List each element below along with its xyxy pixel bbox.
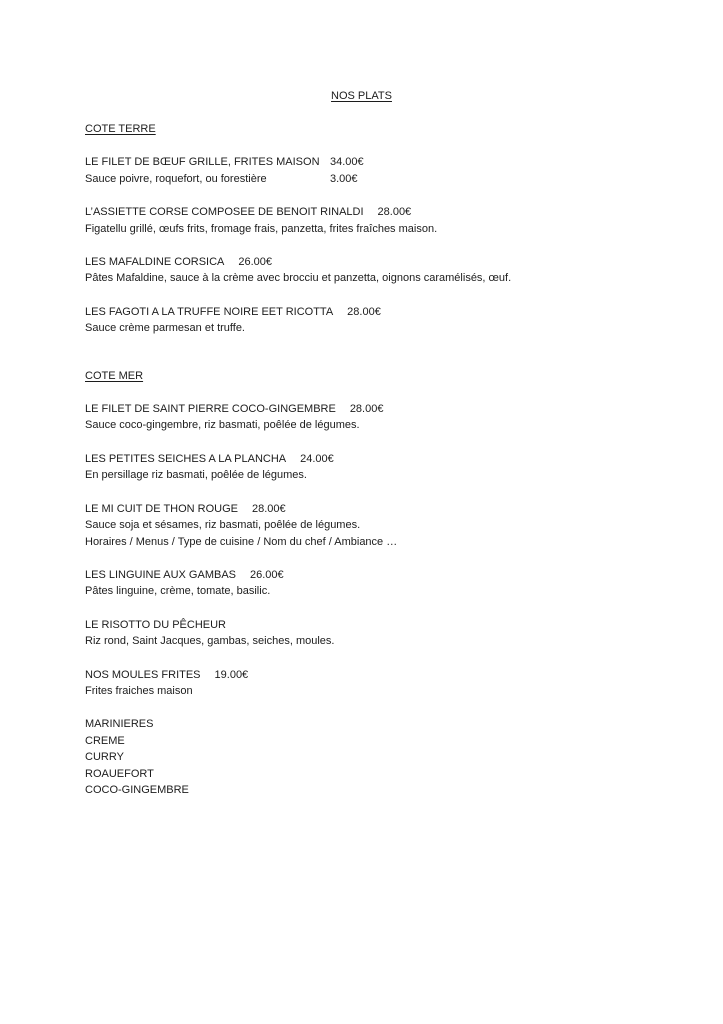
menu-item-risotto-pecheur xyxy=(85,617,673,650)
dish-description-line xyxy=(85,417,673,433)
dish-description: Sauce coco-gingembre, riz basmati, poêlée de légumes. xyxy=(85,419,360,432)
dish-description: Sauce soja et sésames, riz basmati, poêlée de légumes. xyxy=(85,519,361,532)
dish-name: LES FAGOTI A LA TRUFFE NOIRE EET RICOTTA xyxy=(85,305,334,318)
dish-price: 28.00€ xyxy=(252,502,286,515)
dish-description-line xyxy=(85,583,673,599)
dish-description-line xyxy=(85,320,673,336)
section-heading-cote-mer: COTE MER xyxy=(85,369,144,382)
document-title-text: NOS PLATS xyxy=(331,90,392,102)
dish-description: Sauce crème parmesan et truffe. xyxy=(85,322,245,335)
dish-price: 28.00€ xyxy=(347,305,381,318)
dish-description-line xyxy=(85,171,673,187)
dish-name: LE RISOTTO DU PÊCHEUR xyxy=(85,618,226,631)
dish-price: 26.00€ xyxy=(250,568,284,581)
dish-name-line xyxy=(85,204,673,220)
dish-extra-info: Horaires / Menus / Type de cuisine / Nom du chef / Ambiance … xyxy=(85,535,398,548)
dish-description: En persillage riz basmati, poêlée de légumes. xyxy=(85,469,307,482)
dish-name-line xyxy=(85,667,673,683)
dish-description: Riz rond, Saint Jacques, gambas, seiches, moules. xyxy=(85,635,335,648)
dish-description-line xyxy=(85,683,673,699)
supplement-price: 3.00€ xyxy=(330,172,358,185)
dish-name-line xyxy=(85,401,673,417)
dish-price: 28.00€ xyxy=(377,206,412,219)
dish-description: Frites fraiches maison xyxy=(85,684,193,697)
dish-price: 19.00€ xyxy=(214,668,249,681)
sauce-option: ROAUEFORT xyxy=(85,767,154,780)
menu-item-linguine-gambas xyxy=(85,567,673,600)
dish-name: LE FILET DE SAINT PIERRE COCO-GINGEMBRE xyxy=(85,403,336,416)
dish-description: Figatellu grillé, œufs frits, fromage frais, panzetta, frites fraîches maison. xyxy=(85,222,438,235)
dish-description-line xyxy=(85,517,673,533)
menu-item-petites-seiches xyxy=(85,451,673,484)
dish-name-line xyxy=(85,304,673,320)
dish-name-line xyxy=(85,567,673,583)
dish-name: LES MAFALDINE CORSICA xyxy=(85,256,225,269)
dish-description-line xyxy=(85,221,673,237)
dish-extra-info-line xyxy=(85,534,673,550)
dish-name: LES PETITES SEICHES A LA PLANCHA xyxy=(85,452,287,465)
sauce-option: CREME xyxy=(85,734,125,747)
dish-name: LE MI CUIT DE THON ROUGE xyxy=(85,502,239,515)
dish-price: 24.00€ xyxy=(300,452,334,465)
dish-description-line xyxy=(85,270,673,286)
sauce-option: MARINIERES xyxy=(85,718,154,731)
menu-item-thon-rouge xyxy=(85,501,673,550)
dish-name-line xyxy=(85,501,673,517)
menu-item-assiette-corse xyxy=(85,204,673,237)
dish-name: LES LINGUINE AUX GAMBAS xyxy=(85,568,236,581)
dish-name-line xyxy=(85,451,673,467)
dish-price: 34.00€ xyxy=(330,156,364,169)
sauce-option: CURRY xyxy=(85,751,124,764)
menu-item-fagoti-truffe xyxy=(85,304,673,337)
dish-description: Sauce poivre, roquefort, ou forestière xyxy=(85,172,267,185)
dish-description-line xyxy=(85,467,673,483)
section-heading-cote-terre: COTE TERRE xyxy=(85,123,156,135)
menu-item-saint-pierre xyxy=(85,401,673,434)
dish-description: Pâtes linguine, crème, tomate, basilic. xyxy=(85,585,271,598)
dish-description: Pâtes Mafaldine, sauce à la crème avec brocciu et panzetta, oignons caramélisés, œuf. xyxy=(85,272,512,285)
dish-name: LE FILET DE BŒUF GRILLE, FRITES MAISON xyxy=(85,156,320,169)
document-title xyxy=(0,88,723,104)
sauce-options-list xyxy=(85,716,673,798)
dish-price: 26.00€ xyxy=(238,256,273,269)
menu-item-filet-de-boeuf xyxy=(85,154,673,187)
menu-content xyxy=(85,121,673,798)
dish-price: 28.00€ xyxy=(349,403,384,416)
dish-name-line xyxy=(85,254,673,270)
dish-name-line xyxy=(85,617,673,633)
dish-description-line xyxy=(85,633,673,649)
dish-name-line xyxy=(85,154,673,170)
dish-name: NOS MOULES FRITES xyxy=(85,668,201,681)
sauce-option: COCO-GINGEMBRE xyxy=(85,783,189,796)
dish-name: L’ASSIETTE CORSE COMPOSEE DE BENOIT RINALDI xyxy=(85,206,364,219)
menu-item-moules-frites xyxy=(85,667,673,700)
menu-item-mafaldine-corsica xyxy=(85,254,673,287)
